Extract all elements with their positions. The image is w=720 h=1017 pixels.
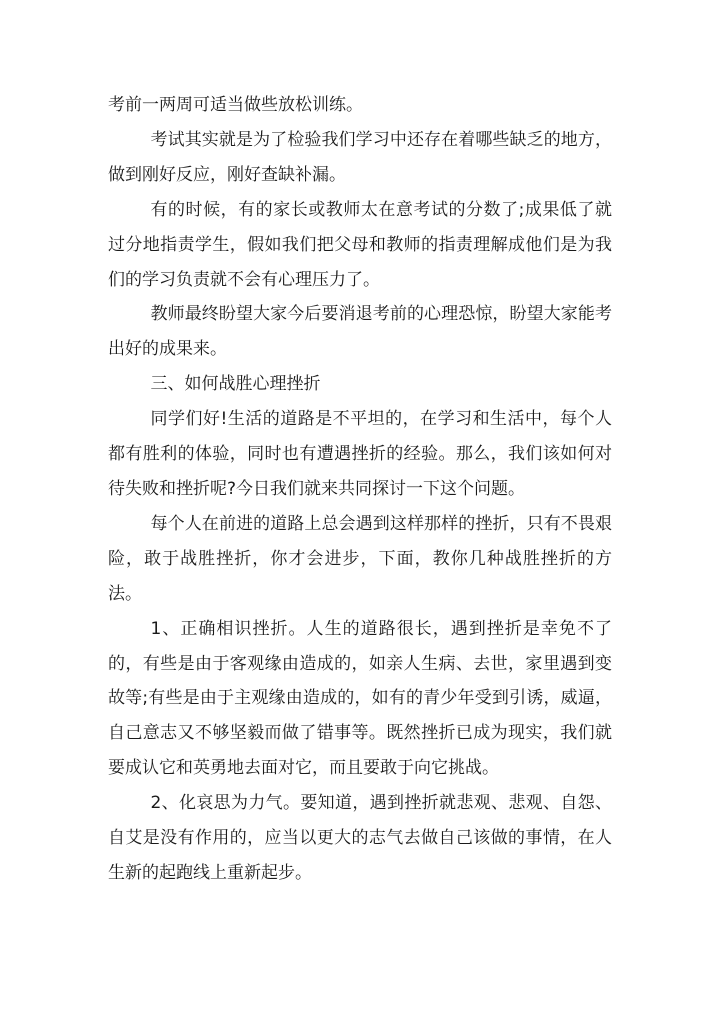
paragraph: 每个人在前进的道路上总会遇到这样那样的挫折，只有不畏艰险，敢于战胜挫折，你才会进步，下面，教你几种战胜挫折的方法。 <box>108 513 612 604</box>
paragraph: 1、正确相识挫折。人生的道路很长，遇到挫折是幸免不了的，有些是由于客观缘由造成的，如亲人生病、去世，家里遇到变故等;有些是由于主观缘由造成的，如有的青少年受到引诱，威逼，自己意志又不够坚毅而做了错事等。既然挫折已成为现实，我们就要成认它和英勇地去面对它，而且要敢于向它挑战。 <box>108 618 612 779</box>
paragraph: 有的时候，有的家长或教师太在意考试的分数了;成果低了就过分地指责学生，假如我们把父母和教师的指责理解成他们是为我们的学习负责就不会有心理压力了。 <box>108 199 612 290</box>
paragraph: 同学们好!生活的道路是不平坦的，在学习和生活中，每个人都有胜利的体验，同时也有遭遇挫折的经验。那么，我们该如何对待失败和挫折呢?今日我们就来共同探讨一下这个问题。 <box>108 409 612 499</box>
paragraph: 2、化哀思为力气。要知道，遇到挫折就悲观、悲观、自怨、自艾是没有作用的，应当以更大的志气去做自己该做的事情，在人生新的起跑线上重新起步。 <box>108 793 612 883</box>
paragraph: 考前一两周可适当做些放松训练。 <box>108 95 363 115</box>
document-body <box>108 88 612 891</box>
section-heading: 三、如何战胜心理挫折 <box>150 374 321 395</box>
paragraph: 考试其实就是为了检验我们学习中还存在着哪些缺乏的地方，做到刚好反应，刚好查缺补漏。 <box>108 129 612 185</box>
paragraph: 教师最终盼望大家今后要消退考前的心理恐惊，盼望大家能考出好的成果来。 <box>108 304 612 360</box>
